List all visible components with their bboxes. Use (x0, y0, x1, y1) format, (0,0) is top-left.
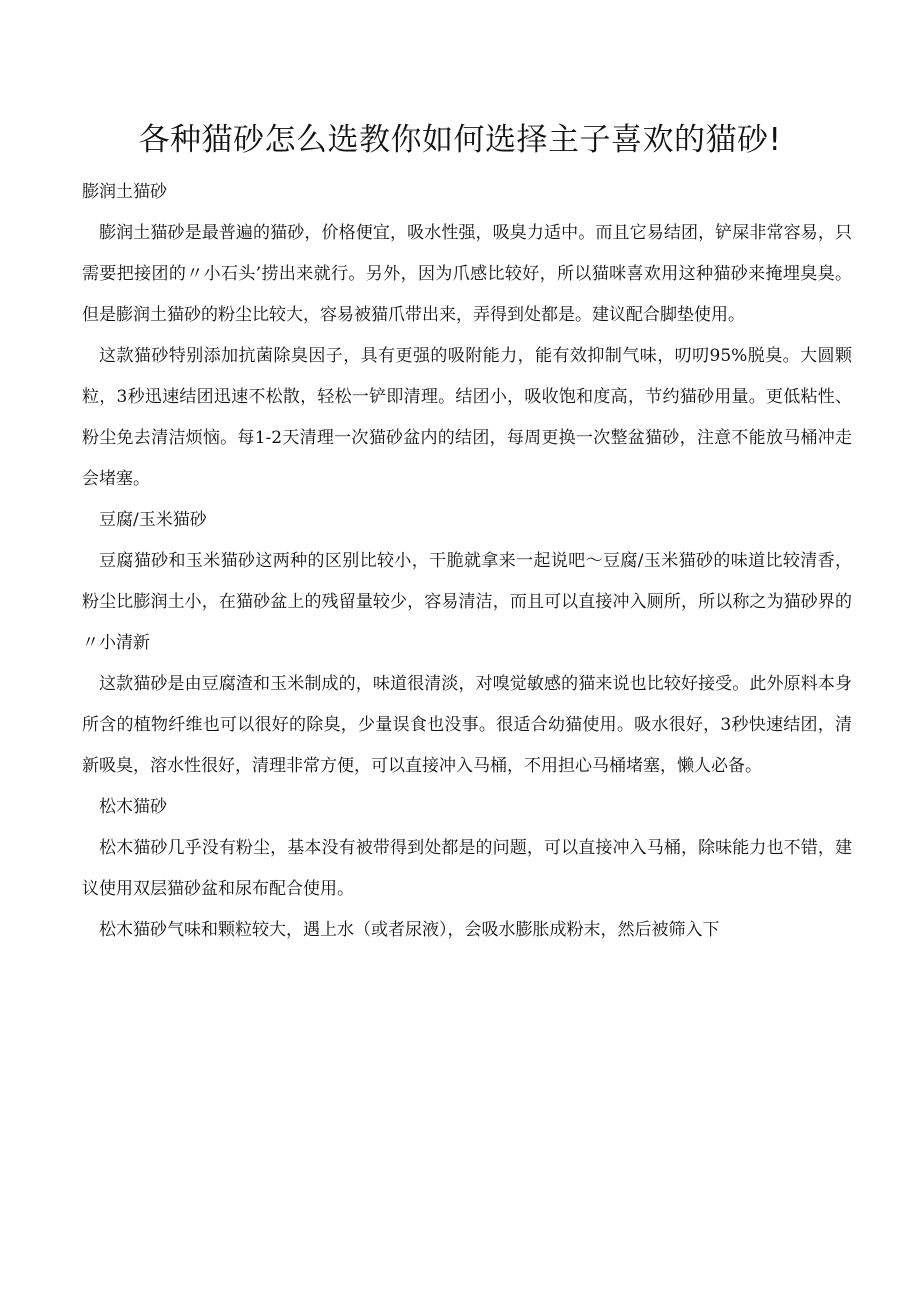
section-heading-tofu-corn: 豆腐/玉米猫砂 (99, 510, 207, 530)
paragraph: 松木猫砂气味和颗粒较大，遇上水（或者尿液），会吸水膨胀成粉末，然后被筛入下 (99, 920, 720, 940)
paragraph: 豆腐猫砂和玉米猫砂这两种的区别比较小，干脆就拿来一起说吧～豆腐/玉米猫砂的味道比较清香，粉尘比膨润土小，在猫砂盆上的残留量较少，容易清洁，而且可以直接冲入厕所，所以称之为猫砂界的〃小清新 (82, 551, 852, 653)
document-body (82, 172, 852, 951)
section-heading-pine: 松木猫砂 (99, 797, 167, 817)
paragraph: 这款猫砂是由豆腐渣和玉米制成的，味道很清淡，对嗅觉敏感的猫来说也比较好接受。此外原料本身所含的植物纤维也可以很好的除臭，少量误食也没事。很适合幼猫使用。吸水很好，3秒快速结团，清新吸臭，溶水性很好，清理非常方便，可以直接冲入马桶，不用担心马桶堵塞，懒人必备。 (82, 674, 852, 776)
paragraph: 这款猫砂特别添加抗菌除臭因子，具有更强的吸附能力，能有效抑制气味，叨叨95%脱臭。大圆颗粒，3秒迅速结团迅速不松散，轻松一铲即清理。结团小，吸收饱和度高，节约猫砂用量。更低粘性、粉尘免去清洁烦恼。每1-2天清理一次猫砂盆内的结团，每周更换一次整盆猫砂，注意不能放马桶冲走会堵塞。 (82, 346, 852, 489)
document-title: 各种猫砂怎么选教你如何选择主子喜欢的猫砂! (138, 122, 782, 158)
paragraph: 膨润土猫砂是最普遍的猫砂，价格便宜，吸水性强，吸臭力适中。而且它易结团，铲屎非常容易，只需要把接团的〃小石头’捞出来就行。另外，因为爪感比较好，所以猫咪喜欢用这种猫砂来掩埋臭臭。但是膨润土猫砂的粉尘比较大，容易被猫爪带出来，弄得到处都是。建议配合脚垫使用。 (82, 223, 852, 325)
section-heading-bentonite: 膨润土猫砂 (82, 182, 167, 202)
paragraph: 松木猫砂几乎没有粉尘，基本没有被带得到处都是的问题，可以直接冲入马桶，除味能力也不错，建议使用双层猫砂盆和尿布配合使用。 (82, 838, 852, 899)
